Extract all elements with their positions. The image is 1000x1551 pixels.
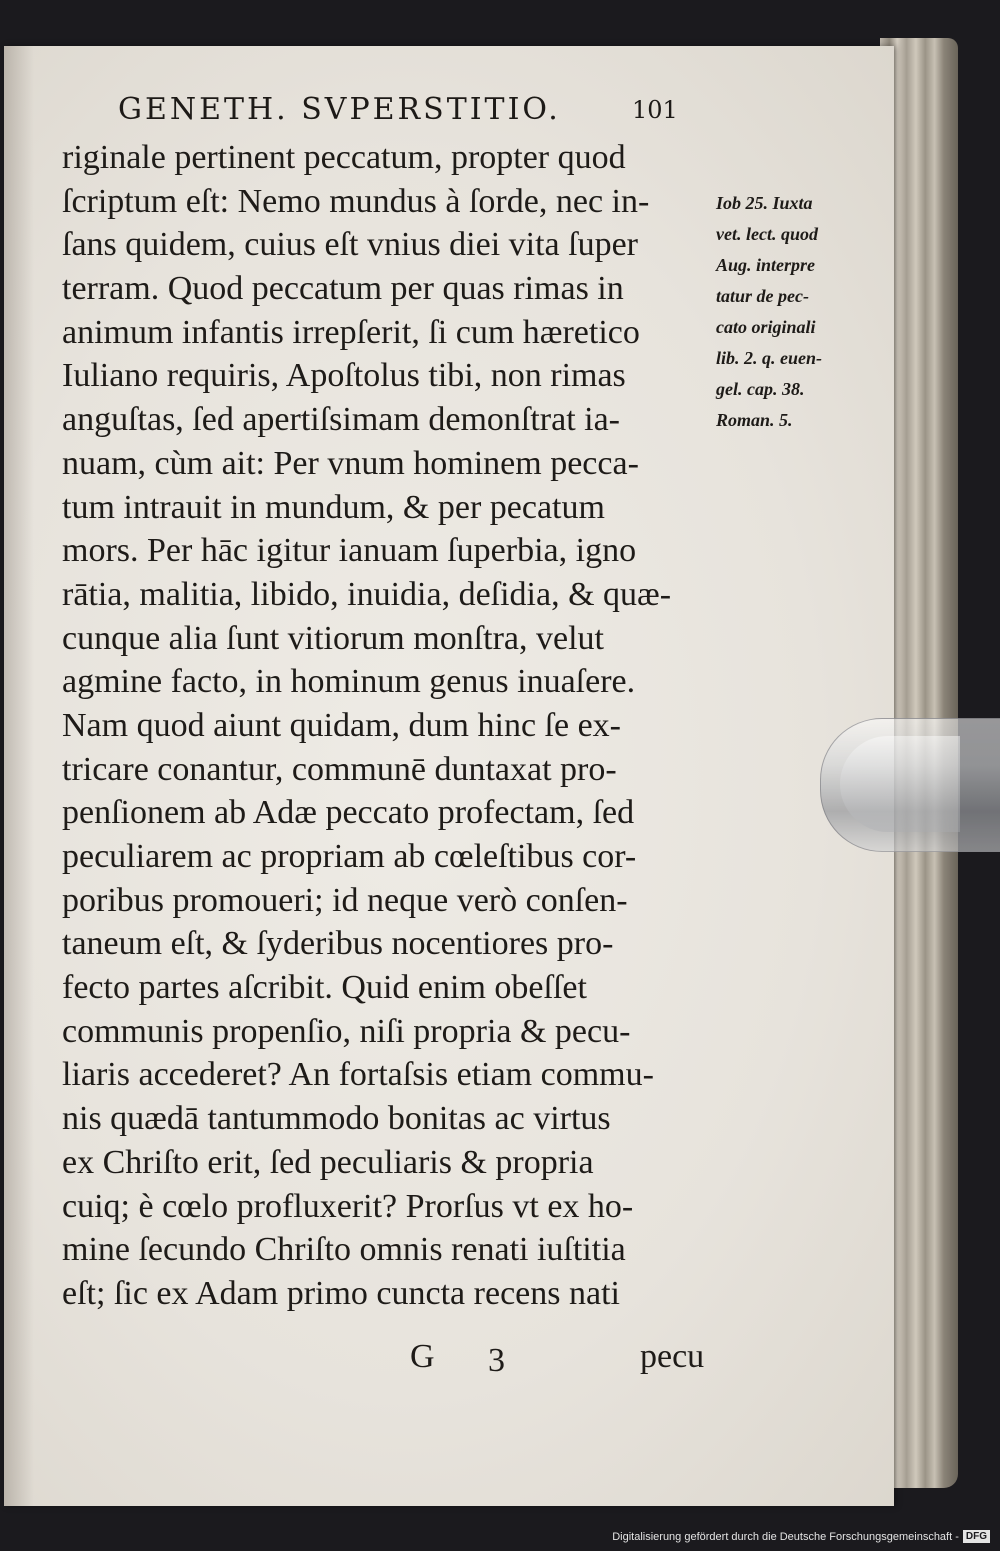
text-line: cuiq; è cœlo profluxerit? Prorſus vt ex ho- bbox=[62, 1187, 634, 1225]
margin-note-line: Aug. interpre bbox=[716, 255, 816, 275]
text-line: ex Chriſto erit, ſed peculiaris & propria bbox=[62, 1143, 594, 1181]
text-line: Nam quod aiunt quidam, dum hinc ſe ex- bbox=[62, 706, 621, 744]
text-line: anguſtas, ſed apertiſsimam demonſtrat ia- bbox=[62, 401, 620, 439]
text-line: animum infantis irrepſerit, ſi cum hæretico bbox=[62, 313, 640, 351]
margin-notes bbox=[716, 188, 866, 436]
text-line: mine ſecundo Chriſto omnis renati iuſtitia bbox=[62, 1231, 626, 1269]
catchword: pecu bbox=[640, 1338, 705, 1375]
margin-note-line: gel. cap. 38. bbox=[716, 379, 805, 399]
gutter-shadow bbox=[4, 46, 34, 1506]
text-line: tricare conantur, communē duntaxat pro- bbox=[62, 750, 617, 788]
margin-note-line: vet. lect. quod bbox=[716, 224, 818, 244]
body-text bbox=[62, 136, 722, 1316]
text-line: eſt; ſic ex Adam primo cuncta recens nati bbox=[62, 1274, 620, 1312]
running-title: GENETH. SVPERSTITIO. bbox=[118, 92, 561, 127]
dfg-logo: DFG bbox=[963, 1530, 990, 1543]
text-line: agmine facto, in hominum genus inuaſere. bbox=[62, 663, 636, 701]
margin-note-line: Iob 25. Iuxta bbox=[716, 193, 813, 213]
text-line: mors. Per hāc igitur ianuam ſuperbia, igno bbox=[62, 532, 637, 570]
text-line: Iuliano requiris, Apoſtolus tibi, non rimas bbox=[62, 357, 626, 395]
text-line: ſcriptum eſt: Nemo mundus à ſorde, nec in- bbox=[62, 182, 650, 220]
text-line: rātia, malitia, libido, inuidia, deſidia, & quæ- bbox=[62, 575, 672, 613]
text-line: taneum eſt, & ſyderibus nocentiores pro- bbox=[62, 925, 614, 963]
page-clip-highlight bbox=[840, 736, 960, 832]
signature-mark: G bbox=[410, 1338, 435, 1375]
signature-number: 3 bbox=[488, 1342, 505, 1379]
margin-note-line: Roman. 5. bbox=[716, 410, 793, 430]
text-line: terram. Quod peccatum per quas rimas in bbox=[62, 270, 624, 308]
text-line: nuam, cùm ait: Per vnum hominem pecca- bbox=[62, 444, 639, 482]
text-line: ſans quidem, cuius eſt vnius diei vita ſuper bbox=[62, 226, 639, 264]
text-line: peculiarem ac propriam ab cœleſtibus cor- bbox=[62, 838, 637, 875]
text-line: cunque alia ſunt vitiorum monſtra, velut bbox=[62, 619, 604, 657]
text-line: fecto partes aſcribit. Quid enim obeſſet bbox=[62, 969, 587, 1007]
folio-number: 101 bbox=[632, 96, 678, 124]
text-line: penſionem ab Adæ peccato profectam, ſed bbox=[62, 794, 635, 832]
text-line: communis propenſio, niſi propria & pecu- bbox=[62, 1012, 631, 1050]
text-line: riginale pertinent peccatum, propter quod bbox=[62, 139, 626, 176]
credit-text: Digitalisierung gefördert durch die Deutsche Forschungsgemeinschaft - bbox=[612, 1530, 959, 1543]
text-line: nis quædā tantummodo bonitas ac virtus bbox=[62, 1100, 611, 1138]
margin-note-line: tatur de pec- bbox=[716, 286, 809, 306]
text-line: tum intrauit in mundum, & per pecatum bbox=[62, 488, 605, 526]
text-line: liaris accederet? An fortaſsis etiam commu- bbox=[62, 1056, 654, 1094]
margin-note-line: cato originali bbox=[716, 317, 816, 337]
page-footer bbox=[0, 1338, 900, 1388]
margin-note-line: lib. 2. q. euen- bbox=[716, 348, 822, 368]
text-line: poribus promoueri; id neque verò conſen- bbox=[62, 881, 628, 919]
digitization-credit bbox=[612, 1530, 990, 1543]
